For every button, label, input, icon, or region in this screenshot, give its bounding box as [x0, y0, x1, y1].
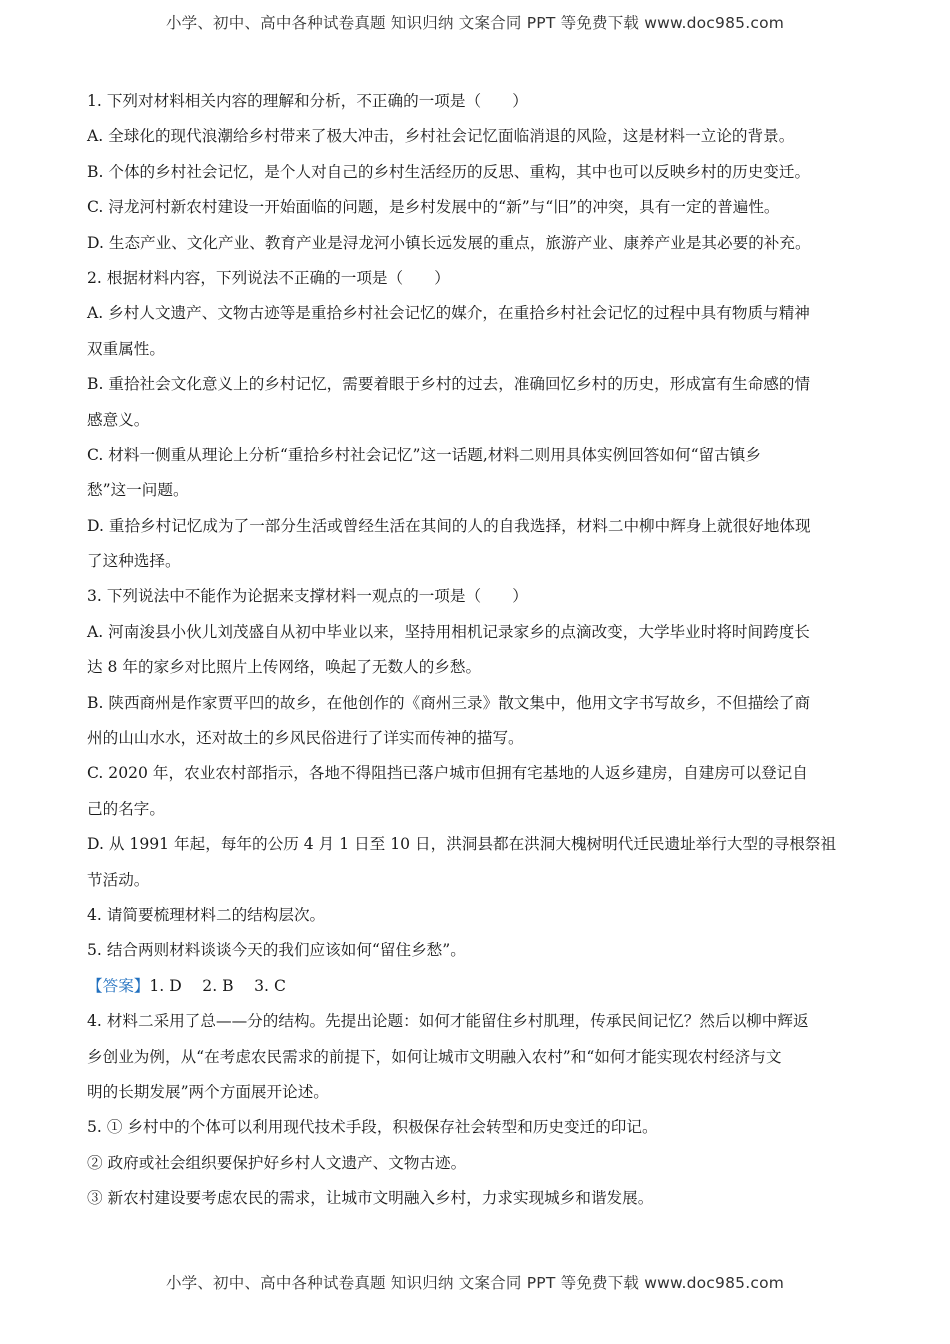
q3-option-a: A. 河南浚县小伙儿刘茂盛自从初中毕业以来，坚持用相机记录家乡的点滴改变，大学毕业时将时间跨度长 [87, 622, 810, 641]
q3-option-c-cont: 己的名字。 [87, 799, 165, 818]
q1-option-b: B. 个体的乡村社会记忆，是个人对自己的乡村生活经历的反思、重构，其中也可以反映乡村的历史变迁。 [87, 162, 811, 181]
answer-line [87, 969, 863, 1004]
answer-5-point-3: ③ 新农村建设要考虑农民的需求，让城市文明融入乡村，力求实现城乡和谐发展。 [87, 1189, 654, 1208]
q1-option-d: D. 生态产业、文化产业、教育产业是浔龙河小镇长远发展的重点，旅游产业、康养产业是其必要的补充。 [87, 233, 811, 252]
q3-option-b-cont: 州的山山水水，还对故土的乡风民俗进行了详实而传神的描写。 [87, 729, 524, 748]
page-footer: 小学、初中、高中各种试卷真题 知识归纳 文案合同 PPT 等免费下载 www.doc985.com [165, 1274, 785, 1292]
q5-stem: 5. 结合两则材料谈谈今天的我们应该如何“留住乡愁”。 [87, 941, 466, 960]
answer-choices: 1. D 2. B 3. C [149, 976, 286, 995]
answer-4-line-2: 乡创业为例，从“在考虑农民需求的前提下，如何让城市文明融入农村”和“如何才能实现农村经济与文 [87, 1047, 782, 1066]
q3-option-b: B. 陕西商州是作家贾平凹的故乡，在他创作的《商州三录》散文集中，他用文字书写故乡，不但描绘了商 [87, 693, 811, 712]
document-body [87, 84, 863, 1217]
answer-4-line-1: 4. 材料二采用了总——分的结构。先提出论题：如何才能留住乡村肌理，传承民间记忆？然后以柳中辉返 [87, 1012, 809, 1031]
q2-option-a: A. 乡村人文遗产、文物古迹等是重拾乡村社会记忆的媒介，在重拾乡村社会记忆的过程中具有物质与精神 [87, 304, 810, 323]
q3-option-d-cont: 节活动。 [87, 870, 150, 889]
q3-option-d: D. 从 1991 年起，每年的公历 4 月 1 日至 10 日，洪洞县都在洪洞大槐树明代迁民遗址举行大型的寻根祭祖 [87, 835, 837, 854]
answer-5-point-1: 5. ① 乡村中的个体可以利用现代技术手段，积极保存社会转型和历史变迁的印记。 [87, 1118, 658, 1137]
answer-5-point-2: ② 政府或社会组织要保护好乡村人文遗产、文物古迹。 [87, 1153, 467, 1172]
answer-tag: 【答案】 [87, 976, 150, 995]
q2-option-c: C. 材料一侧重从理论上分析“重拾乡村社会记忆”这一话题,材料二则用具体实例回答如何“留古镇乡 [87, 445, 761, 464]
q2-option-c-cont: 愁”这一问题。 [87, 481, 189, 500]
q3-option-c: C. 2020 年，农业农村部指示，各地不得阻挡已落户城市但拥有宅基地的人返乡建房，自建房可以登记自 [87, 764, 808, 783]
q1-option-c: C. 浔龙河村新农村建设一开始面临的问题，是乡村发展中的“新”与“旧”的冲突，具有一定的普遍性。 [87, 198, 780, 217]
q1-option-a: A. 全球化的现代浪潮给乡村带来了极大冲击，乡村社会记忆面临消退的风险，这是材料一立论的背景。 [87, 127, 795, 146]
q2-option-d-cont: 了这种选择。 [87, 552, 181, 571]
q3-stem: 3. 下列说法中不能作为论据来支撑材料一观点的一项是（ ） [87, 587, 528, 606]
q3-option-a-cont: 达 8 年的家乡对比照片上传网络，唤起了无数人的乡愁。 [87, 658, 482, 677]
q2-stem: 2. 根据材料内容，下列说法不正确的一项是（ ） [87, 268, 450, 287]
q2-option-a-cont: 双重属性。 [87, 339, 165, 358]
answer-4-line-3: 明的长期发展”两个方面展开论述。 [87, 1082, 329, 1101]
q1-stem: 1. 下列对材料相关内容的理解和分析，不正确的一项是（ ） [87, 92, 528, 110]
page-header: 小学、初中、高中各种试卷真题 知识归纳 文案合同 PPT 等免费下载 www.doc985.com [165, 14, 785, 32]
q4-stem: 4. 请简要梳理材料二的结构层次。 [87, 905, 326, 924]
q2-option-b: B. 重拾社会文化意义上的乡村记忆，需要着眼于乡村的过去，准确回忆乡村的历史，形成富有生命感的情 [87, 375, 811, 394]
q2-option-d: D. 重拾乡村记忆成为了一部分生活或曾经生活在其间的人的自我选择，材料二中柳中辉身上就很好地体现 [87, 516, 811, 535]
q2-option-b-cont: 感意义。 [87, 410, 150, 429]
